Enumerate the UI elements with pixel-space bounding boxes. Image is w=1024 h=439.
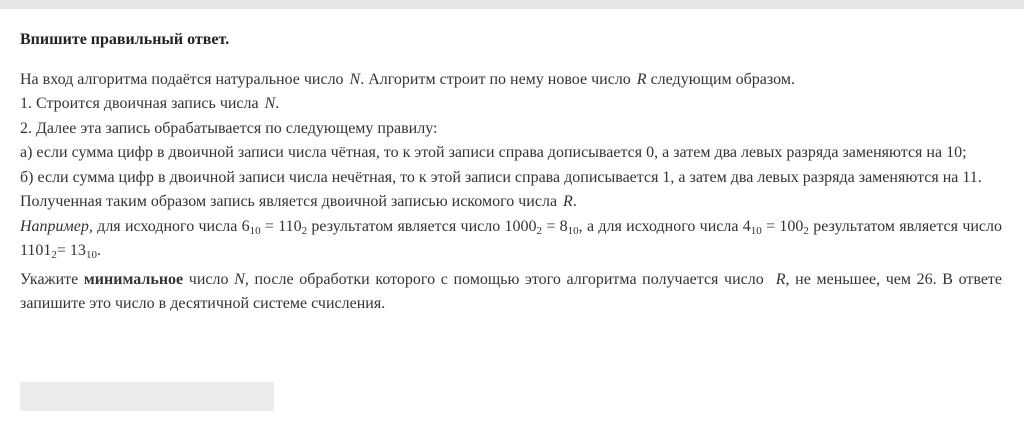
emphasis-minimal: минимальное bbox=[83, 270, 184, 288]
step-2: 2. Далее эта запись обрабатывается по следующему правилу: bbox=[20, 119, 438, 137]
answer-input[interactable] bbox=[20, 382, 274, 411]
example-label: Например, bbox=[20, 217, 93, 235]
example-paragraph: Например, для исходного числа $6_{10} = 110_2$ результатом является число $1000_2 = 8_{10}$, а для исходного числа $4_{10} = 100_2$ результатом является число $1101_2= 13_{10}$. bbox=[20, 217, 1003, 261]
question-paragraph: Укажите минимальное число N, после обработки которого с помощью этого алгоритма получается число R, не меньшее, чем 26. В ответе запишите это число в десятичной системе счисления. bbox=[20, 270, 1003, 312]
task-instruction: Впишите правильный ответ. bbox=[20, 31, 230, 48]
var-r: R bbox=[636, 70, 647, 88]
result-paragraph: Полученная таким образом запись является двоичной записью искомого числа R. bbox=[20, 193, 577, 210]
var-n: N bbox=[234, 270, 245, 288]
top-bar bbox=[0, 0, 1024, 9]
var-n: N bbox=[349, 70, 361, 88]
rule-a: а) если сумма цифр в двоичной записи числа чётная, то к этой записи справа дописывается 0, а затем два левых разряда заменяются на 10; bbox=[20, 144, 967, 161]
intro-paragraph: На вход алгоритма подаётся натуральное число N. Алгоритм строит по нему новое число R следующим образом. bbox=[20, 70, 795, 88]
var-r: R bbox=[775, 270, 786, 288]
rule-b: б) если сумма цифр в двоичной записи числа нечётная, то к этой записи справа дописывается 1, а затем два левых разряда заменяются на 11. bbox=[20, 168, 982, 186]
step-1: 1. Строится двоичная запись числа N. bbox=[20, 95, 280, 112]
var-r: R bbox=[563, 193, 573, 210]
var-n: N bbox=[264, 95, 276, 112]
task-content bbox=[20, 28, 1002, 317]
